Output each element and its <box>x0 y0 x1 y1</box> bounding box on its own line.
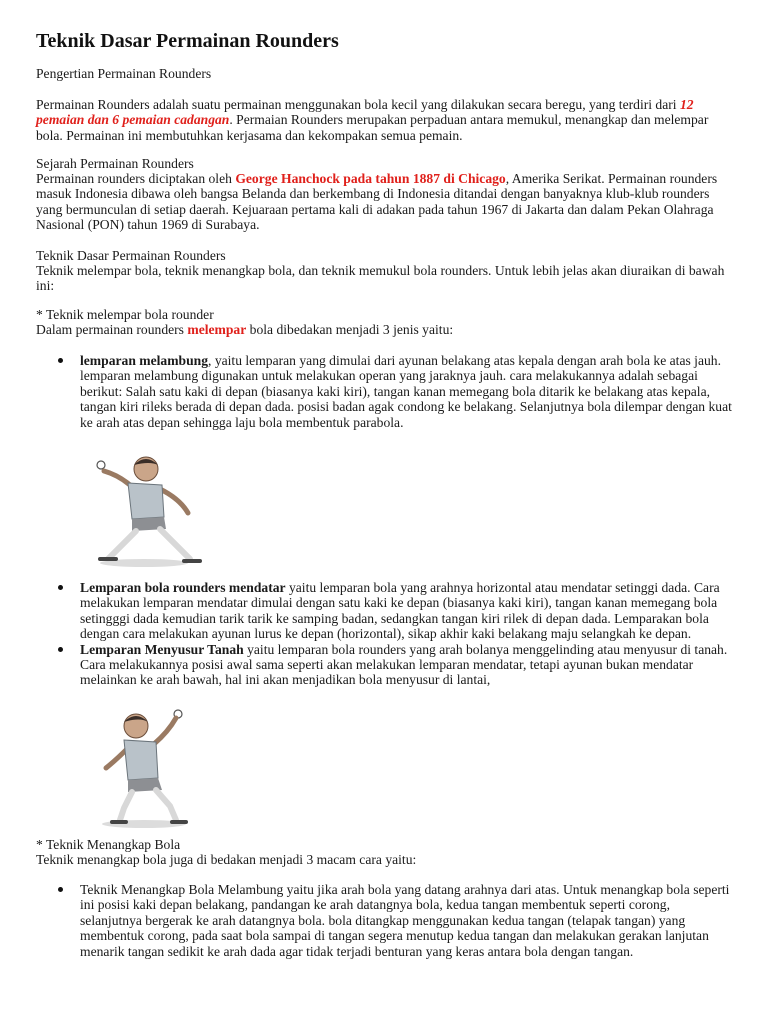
pengertian-paragraph: Permainan Rounders adalah suatu permainan menggunakan bola kecil yang dilakukan secara beregu, yang terdiri dari 12 pemaian dan 6 pemaian cadangan. Permaian Rounders merupakan perpaduan antara memukul, menangkap dan melempar bola. Permainan ini membutuhkan kerjasama dan kekompakan semua pemain. <box>36 97 709 143</box>
melempar-list-1 <box>36 353 732 430</box>
menangkap-list <box>36 882 732 959</box>
ground-throw-illustration <box>92 706 202 831</box>
bullet-icon <box>58 887 63 892</box>
sejarah-paragraph: Permainan rounders diciptakan oleh George Hanchock pada tahun 1887 di Chicago, Amerika Serikat. Permainan rounders masuk Indonesia dibawa oleh bangsa Belanda dan berkembang di Indonesia ditandai dengan banyaknya klub-klub rounders yang bermunculan di setiap daerah. Kejuaraan pertama kali di adakan pada tahun 1967 di Jakarta dan dalam Pekan Olahraga Nasional (PON) tahun 1969 di Surabaya. <box>36 171 718 233</box>
melempar-list-2 <box>36 580 732 688</box>
melempar-highlight: melempar <box>187 322 247 337</box>
bullet-icon <box>58 647 63 652</box>
sejarah-heading: Sejarah Permainan Rounders <box>36 156 194 171</box>
teknik-intro: Teknik melempar bola, teknik menangkap bola, dan teknik memukul bola rounders. Untuk lebih jelas akan diuraikan di bawah ini: <box>36 263 725 294</box>
inventor-highlight: George Hanchock pada tahun 1887 di Chicago <box>235 171 506 186</box>
menangkap-heading: * Teknik Menangkap Bola <box>36 837 181 852</box>
pengertian-heading: Pengertian Permainan Rounders <box>36 66 212 81</box>
list-item: lemparan melambung, yaitu lemparan yang dimulai dari ayunan belakang atas kepala dengan arah bola ke atas jauh. lemparan melambung digunakan untuk melakukan operan yang jaraknya jauh. cara melakukannya adalah sebagai berikut: Salah satu kaki di depan (biasanya kaki kiri), tangan kanan memegang bola ditarik ke belakang atas kepala, tangan kiri rileks berada di depan dada. posisi badan agak condong ke belakang. Selanjutnya bola dilempar dengan kuat ke arah atas depan sehingga laju bola membentuk parabola. <box>36 353 732 430</box>
bullet-icon <box>58 358 63 363</box>
menangkap-intro: Teknik menangkap bola juga di bedakan menjadi 3 macam cara yaitu: <box>36 852 417 867</box>
melempar-intro: Dalam permainan rounders melempar bola dibedakan menjadi 3 jenis yaitu: <box>36 322 454 337</box>
overhead-throw-illustration <box>88 455 220 570</box>
document-title: Teknik Dasar Permainan Rounders <box>36 30 339 52</box>
player-count-highlight: 12 pemaian dan 6 pemaian cadangan <box>36 97 694 128</box>
list-item: Lemparan bola rounders mendatar yaitu lemparan bola yang arahnya horizontal atau mendatar setinggi dada. Cara melakukan lemparan mendatar dimulai dengan satu kaki ke depan (biasanya kaki kiri), tangan kanan memegang bola setingggi dada kemudian tarik tarik ke samping badan, sedangkan tangan kiri rilek di depan dada. Lemparakan bola dengan cara melakukan ayunan lurus ke depan (horizontal), sikap akhir kaki belakang maju selangkah ke depan. <box>36 580 732 642</box>
bullet-icon <box>58 585 63 590</box>
melempar-heading: * Teknik melempar bola rounder <box>36 307 214 322</box>
list-item: Lemparan Menyusur Tanah yaitu lemparan bola rounders yang arah bolanya menggelinding atau menyusur di tanah. Cara melakukannya posisi awal sama seperti akan melakukan lemparan mendatar, tetapi ayunan bukan mendatar melainkan ke arah bawah, hal ini akan menjadikan bola menyusur di lantai, <box>36 642 732 688</box>
teknik-heading: Teknik Dasar Permainan Rounders <box>36 248 226 263</box>
list-item: Teknik Menangkap Bola Melambung yaitu jika arah bola yang datang arahnya dari atas. Untuk menangkap bola seperti ini posisi kaki depan belakang, pandangan ke arah datangnya bola, kedua tangan membentuk seperti corong, selanjutnya bergerak ke arah datangnya bola. bola ditangkap menggunakan kedua tangan (telapak tangan) yang membentuk corong, pada saat bola sampai di tangan segera menutup kedua tangan dan melakukan gerakan lanjutan menarik tangan sedikit ke arah dada agar tidak terjadi benturan yang keras antara bola dengan tangan. <box>36 882 732 959</box>
